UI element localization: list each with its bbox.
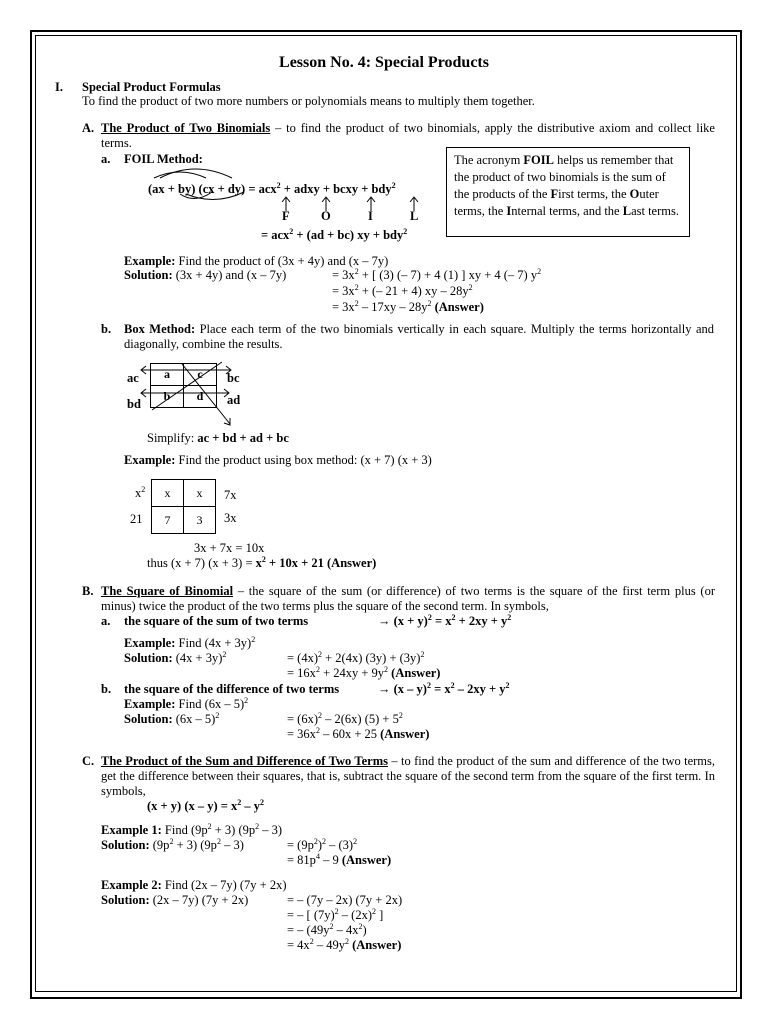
foil-step-2: = $3x^2$ + (– 21 + 4) xy – $28y^2$ xyxy=(332,283,473,298)
box-cell-c: c xyxy=(184,364,217,386)
foil-letter-l: L xyxy=(410,209,419,223)
grid-cell: x xyxy=(184,480,216,507)
part-b-example-1: Example: Find $(4x + 3y)^2$ xyxy=(124,635,256,650)
grid-right-3x: 3x xyxy=(224,511,237,525)
part-a-desc: – to find the product of two binomials, apply the distributive axiom and collect like terms. xyxy=(101,121,715,150)
part-b-letter: B. xyxy=(82,584,94,598)
foil-result: = acx$^2$ + (ad + bc) xy + bdy$^2$ xyxy=(261,227,408,242)
part-b-sol1-step1: = $(4x)^2 + 2(4x) (3y) + (3y)^2$ xyxy=(287,650,425,665)
part-b-example-2: Example: Find (6x – 5)$^2$ xyxy=(124,696,249,711)
part-c-sol1-step2: = $81p^4 - 9$ (Answer) xyxy=(287,852,392,867)
foil-letter-i: I xyxy=(368,209,373,223)
grid-left-21: 21 xyxy=(130,512,143,526)
foil-letter-f: F xyxy=(282,209,290,223)
foil-up-arrows xyxy=(278,196,428,212)
foil-example: Example: Find the product of (3x + 4y) and (x – 7y) xyxy=(124,254,389,268)
part-c-letter: C. xyxy=(82,754,95,768)
part-c-sol2-step2: = – [ $(7y)^2 - (2x)^2$ ] xyxy=(287,907,384,922)
part-b-a-label: a. xyxy=(101,614,111,628)
box-side-bc: bc xyxy=(227,371,240,385)
foil-letter-o: O xyxy=(321,209,331,223)
box-side-bd: bd xyxy=(127,397,141,411)
foil-equation: (ax + by) (cx + dy) = acx$^2$ + adxy + bcxy + bdy$^2$ xyxy=(148,181,396,196)
part-c-solution-2: Solution: (2x – 7y) (7y + 2x) xyxy=(101,893,249,907)
box-cell-d: d xyxy=(184,386,217,408)
part-c-sol2-step3: = – $(49y^2 - 4x^2)$ xyxy=(287,922,367,937)
box-cell-a: a xyxy=(151,364,184,386)
section-numeral: I. xyxy=(55,80,63,94)
part-a-letter: A. xyxy=(82,121,95,135)
part-c-example-1: Example 1: Find $(9p^2 + 3)$ $(9p^2 - 3)$ xyxy=(101,822,283,837)
part-b-a-formula: → $(x + y)^2 = x^2 + 2xy + y^2$ xyxy=(378,613,512,628)
part-b-sol2-step2: = $36x^2 - 60x + 25$ (Answer) xyxy=(287,726,430,741)
box-example-grid xyxy=(151,479,216,534)
foil-step-1: = $3x^2$ + [ (3) (– 7) + 4 (1) ] xy + 4 (– 7) $y^2$ xyxy=(332,267,542,282)
grid-cell: 3 xyxy=(184,507,216,534)
foil-label: a. xyxy=(101,152,111,166)
part-b-sol2-step1: = $(6x)^2 - 2(6x) (5) + 5^2$ xyxy=(287,711,403,726)
grid-right-7x: 7x xyxy=(224,488,237,502)
box-paragraph: Box Method: Place each term of the two binomials vertically in each square. Multiply the terms horizontally and diagonally, combine the results. xyxy=(124,322,714,351)
part-a-heading: The Product of Two Binomials xyxy=(101,121,271,135)
box-diagram-arrows xyxy=(138,360,241,430)
part-c-sol2-step4: = $4x^2 - 49y^2$ (Answer) xyxy=(287,937,402,952)
part-b-solution-1: Solution: $(4x + 3y)^2$ xyxy=(124,650,227,665)
grid-cell: 7 xyxy=(152,507,184,534)
part-b-b-formula: → $(x - y)^2 = x^2 - 2xy + y^2$ xyxy=(378,681,510,696)
part-b-a-heading: the square of the sum of two terms xyxy=(124,614,309,628)
box-side-ac: ac xyxy=(127,371,139,385)
box-label: b. xyxy=(101,322,112,336)
part-b-paragraph: The Square of Binomial – the square of the sum (or difference) of two terms is the square of the first term plus (or minus) twice the product of the two terms plus the square of the second term. In symbols, xyxy=(101,584,715,613)
box-side-ad: ad xyxy=(227,393,241,407)
part-b-b-heading: the square of the difference of two terms xyxy=(124,682,340,696)
foil-note-box: The acronym FOIL helps us remember that the product of two binomials is the sum of the products of the First terms, the Outer terms, the Internal terms, and the Last terms. xyxy=(446,147,690,237)
grid-left-x: $x^2$ xyxy=(135,485,146,500)
grid-cell: x xyxy=(152,480,184,507)
page-title: Lesson No. 4: Special Products xyxy=(279,54,489,71)
box-thus: thus (x + 7) $(x + 3) = x^2 + 10x + 21$ (Answer) xyxy=(147,555,377,570)
box-example: Example: Find the product using box method: (x + 7) (x + 3) xyxy=(124,453,432,467)
part-c-paragraph: The Product of the Sum and Difference of Two Terms – to find the product of the sum and difference of the two terms, get the difference between their squares, that is, subtract the square of the second term from the square of the first term. In symbols, xyxy=(101,754,715,798)
box-cell-b: b xyxy=(151,386,184,408)
section-intro: To find the product of two more numbers or polynomials means to multiply them together. xyxy=(82,94,535,108)
part-c-solution-1: Solution: $(9p^2 + 3)$ $(9p^2 - 3)$ xyxy=(101,837,244,852)
foil-step-3: = $3x^2 - 17xy - 28y^2$ (Answer) xyxy=(332,299,484,314)
foil-solution: Solution: (3x + 4y) and (x – 7y) xyxy=(124,268,287,282)
part-c-example-2: Example 2: Find (2x – 7y) (7y + 2x) xyxy=(101,878,287,892)
part-c-sol1-step1: = $(9p^2)^2 - (3)^2$ xyxy=(287,837,358,852)
foil-heading: FOIL Method: xyxy=(124,152,203,166)
part-c-formula: (x + y) $(x - y) = x^2 - y^2$ xyxy=(147,798,265,813)
box-simplify: Simplify: ac + bd + ad + bc xyxy=(147,431,289,445)
section-heading: Special Product Formulas xyxy=(82,80,221,94)
part-b-solution-2: Solution: (6x – 5)$^2$ xyxy=(124,711,220,726)
box-sum: 3x + 7x = 10x xyxy=(194,541,265,555)
part-c-sol2-step1: = – (7y – 2x) (7y + 2x) xyxy=(287,893,403,907)
part-b-sol1-step2: = $16x^2 + 24xy + 9y^2$ (Answer) xyxy=(287,665,441,680)
part-b-b-label: b. xyxy=(101,682,112,696)
